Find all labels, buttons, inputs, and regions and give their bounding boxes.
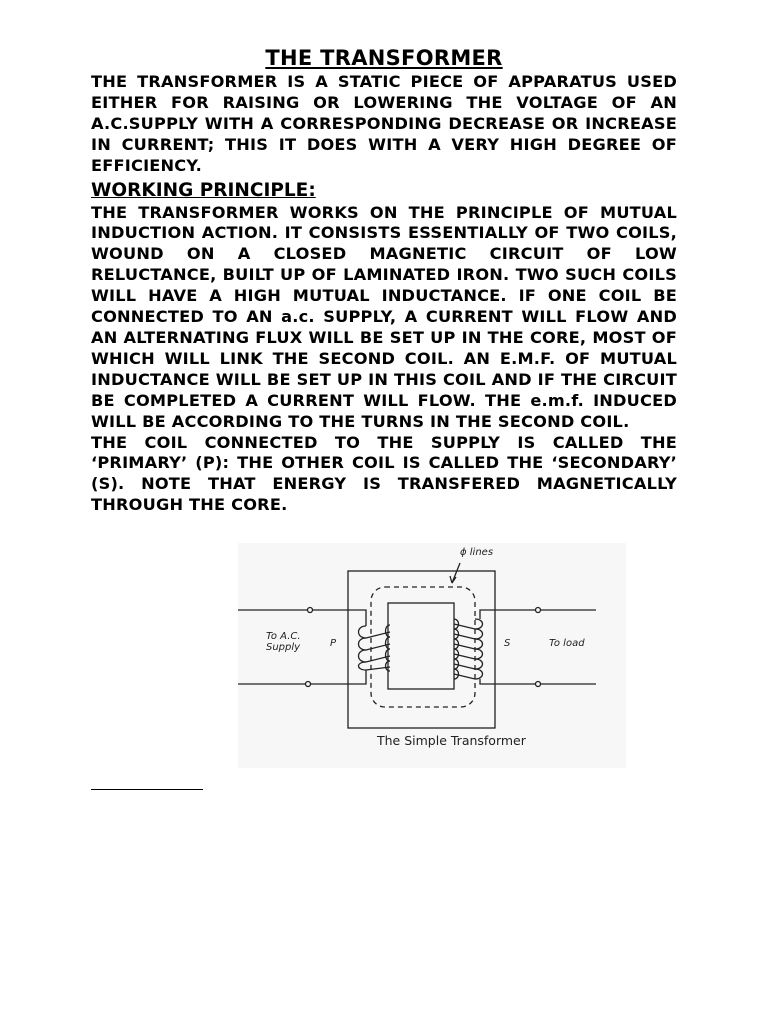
coil-naming-paragraph: THE COIL CONNECTED TO THE SUPPLY IS CALLED THE ‘PRIMARY’ (P): THE OTHER COIL IS CALLED THE ‘SECONDARY’ (S). NOTE THAT ENERGY IS TRANSFERED MAGNETICALLY THROUGH THE CORE. xyxy=(91,432,677,515)
document-title: THE TRANSFORMER xyxy=(265,46,503,70)
load-label: To load xyxy=(549,638,585,649)
principle-paragraph: THE TRANSFORMER WORKS ON THE PRINCIPLE OF MUTUAL INDUCTION ACTION. IT CONSISTS ESSENTIALLY OF TWO COILS, WOUND ON A CLOSED MAGNETIC CIRCUIT OF LOW RELUCTANCE, BUILT UP OF LAMINATED IRON. TWO SUCH COILS WILL HAVE A HIGH MUTUAL INDUCTANCE. IF ONE COIL BE CONNECTED TO AN a.c. SUPPLY, A CURRENT WILL FLOW AND AN ALTERNATING FLUX WILL BE SET UP IN THE CORE, MOST OF WHICH WILL LINK THE SECOND COIL. AN E.M.F. OF MUTUAL INDUCTANCE WILL BE SET UP IN THIS COIL AND IF THE CIRCUIT BE COMPLETED A CURRENT WILL FLOW. THE e.m.f. INDUCED WILL BE ACCORDING TO THE TURNS IN THE SECOND COIL. xyxy=(91,202,677,431)
primary-label: P xyxy=(330,638,337,649)
transformer-diagram xyxy=(238,543,626,768)
flux-label: ϕ lines xyxy=(460,547,494,558)
section-heading: WORKING PRINCIPLE: xyxy=(91,179,316,201)
figure-caption: The Simple Transformer xyxy=(377,733,526,748)
secondary-label: S xyxy=(504,638,511,649)
intro-paragraph: THE TRANSFORMER IS A STATIC PIECE OF APPARATUS USED EITHER FOR RAISING OR LOWERING THE VOLTAGE OF AN A.C.SUPPLY WITH A CORRESPONDING DECREASE OR INCREASE IN CURRENT; THIS IT DOES WITH A VERY HIGH DEGREE OF EFFICIENCY. xyxy=(91,72,677,175)
supply-label-line1: To A.C. xyxy=(266,631,301,642)
supply-label-line2: Supply xyxy=(266,642,301,653)
footnote-separator xyxy=(91,789,203,790)
document-page xyxy=(91,44,677,516)
